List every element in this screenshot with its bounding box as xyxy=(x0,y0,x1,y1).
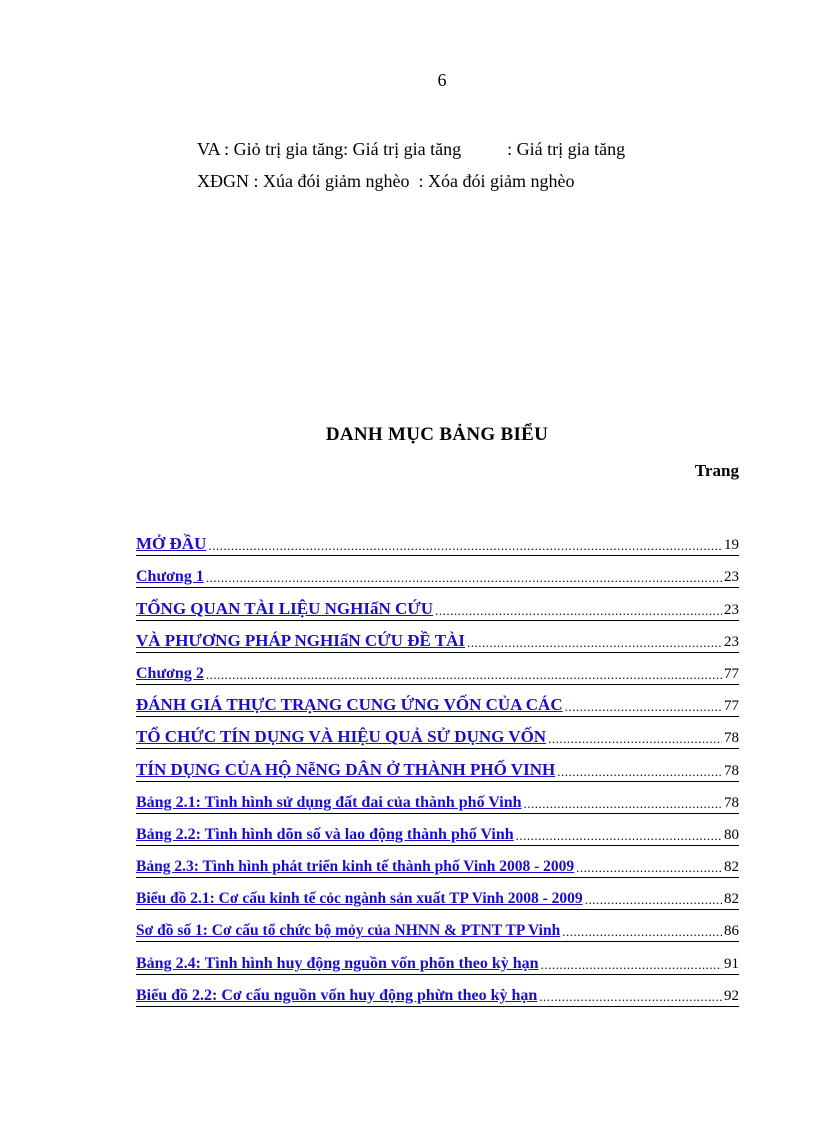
toc-entry xyxy=(136,749,739,781)
toc-entry-page: 77 xyxy=(724,698,739,715)
toc-leader-dots xyxy=(576,861,722,876)
toc-leader-dots xyxy=(206,668,722,683)
toc-leader-dots xyxy=(524,797,723,812)
toc-leader-dots xyxy=(541,958,722,973)
toc-entry-link[interactable]: Bảng 2.4: Tình hình huy động nguồn vốn phõn theo kỳ hạn xyxy=(136,954,539,972)
toc-leader-dots xyxy=(557,765,722,780)
toc-entry xyxy=(136,782,739,814)
toc-leader-dots xyxy=(206,571,722,586)
toc-entry-page: 19 xyxy=(724,537,739,554)
toc-entry-link[interactable]: Biểu đồ 2.2: Cơ cấu nguồn vốn huy động phừn theo kỳ hạn xyxy=(136,986,538,1004)
toc-entry xyxy=(136,588,739,620)
toc-entry-link[interactable]: Biểu đồ 2.1: Cơ cấu kinh tế cỏc ngành sản xuất TP Vinh 2008 - 2009 xyxy=(136,890,583,908)
abbreviation-list xyxy=(197,133,625,197)
toc-leader-dots xyxy=(208,539,722,554)
abbreviation-row xyxy=(197,165,625,197)
toc-entry-link[interactable]: TÍN DỤNG CỦA HỘ NễNG DÂN Ở THÀNH PHỐ VINH xyxy=(136,759,556,779)
toc-entry-page: 78 xyxy=(724,762,739,779)
abbreviation-text: XĐGN : Xúa đói giảm nghèo : Xóa đói giảm nghèo xyxy=(197,171,575,191)
toc-entry-link[interactable]: TỔNG QUAN TÀI LIỆU NGHIấN CỨU xyxy=(136,598,434,618)
toc-entry xyxy=(136,556,739,588)
toc-entry-page: 78 xyxy=(724,794,739,811)
toc-entry xyxy=(136,942,739,974)
toc-entry xyxy=(136,524,739,556)
toc-entry-page: 82 xyxy=(724,859,739,876)
toc-entry xyxy=(136,717,739,749)
abbreviation-text: VA : Giỏ trị gia tăng: Giá trị gia tăng xyxy=(197,139,462,159)
toc-entry-page: 91 xyxy=(724,955,739,972)
toc-entry xyxy=(136,621,739,653)
toc-entry-page: 80 xyxy=(724,826,739,843)
toc-leader-dots xyxy=(467,636,722,651)
toc-entry-page: 77 xyxy=(724,665,739,682)
toc-entry xyxy=(136,814,739,846)
abbreviation-row xyxy=(197,133,625,165)
toc-entry-page: 82 xyxy=(724,891,739,908)
toc-entry-page: 23 xyxy=(724,601,739,618)
toc-entry-link[interactable]: Sơ đồ số 1: Cơ cấu tổ chức bộ mỏy của NHNN & PTNT TP Vinh xyxy=(136,922,561,940)
toc-list xyxy=(136,524,739,1007)
toc-entry-link[interactable]: MỞ ĐẦU xyxy=(136,534,207,554)
toc-entry xyxy=(136,878,739,910)
toc-entry-link[interactable]: Bảng 2.3: Tình hình phát triển kinh tế thành phố Vinh 2008 - 2009 xyxy=(136,858,575,876)
toc-entry-link[interactable]: Chương 2 xyxy=(136,664,204,682)
toc-entry-page: 92 xyxy=(724,987,739,1004)
toc-leader-dots xyxy=(516,829,722,844)
toc-leader-dots xyxy=(548,732,722,747)
toc-title: DANH MỤC BẢNG BIỂU xyxy=(325,424,549,445)
toc-leader-dots xyxy=(435,604,722,619)
toc-entry-page: 78 xyxy=(724,730,739,747)
toc-leader-dots xyxy=(585,893,722,908)
toc-entry-link[interactable]: Chương 1 xyxy=(136,568,204,586)
toc-leader-dots xyxy=(565,700,722,715)
toc-entry-page: 23 xyxy=(724,633,739,650)
toc-entry-link[interactable]: Bảng 2.1: Tình hình sử dụng đất đai của thành phố Vinh xyxy=(136,793,522,811)
toc-entry xyxy=(136,685,739,717)
toc-entry-page: 86 xyxy=(724,923,739,940)
abbreviation-text: : Giá trị gia tăng xyxy=(507,139,626,159)
toc-entry xyxy=(136,846,739,878)
toc-entry xyxy=(136,975,739,1007)
toc-leader-dots xyxy=(539,990,722,1005)
toc-entry-link[interactable]: VÀ PHƯƠNG PHÁP NGHIấN CỨU ĐỀ TÀI xyxy=(136,630,465,650)
toc-entry xyxy=(136,653,739,685)
toc-entry-page: 23 xyxy=(724,569,739,586)
toc-leader-dots xyxy=(562,925,722,940)
toc-entry xyxy=(136,910,739,942)
page-number: 6 xyxy=(437,70,447,90)
toc-entry-link[interactable]: ĐÁNH GIÁ THỰC TRẠNG CUNG ỨNG VỐN CỦA CÁC xyxy=(136,695,563,715)
toc-entry-link[interactable]: Bảng 2.2: Tình hình dõn số và lao động thành phố Vinh xyxy=(136,825,514,843)
toc-entry-link[interactable]: TỔ CHỨC TÍN DỤNG VÀ HIỆU QUẢ SỬ DỤNG VỐN xyxy=(136,727,547,747)
toc-page-header: Trang xyxy=(694,461,739,480)
